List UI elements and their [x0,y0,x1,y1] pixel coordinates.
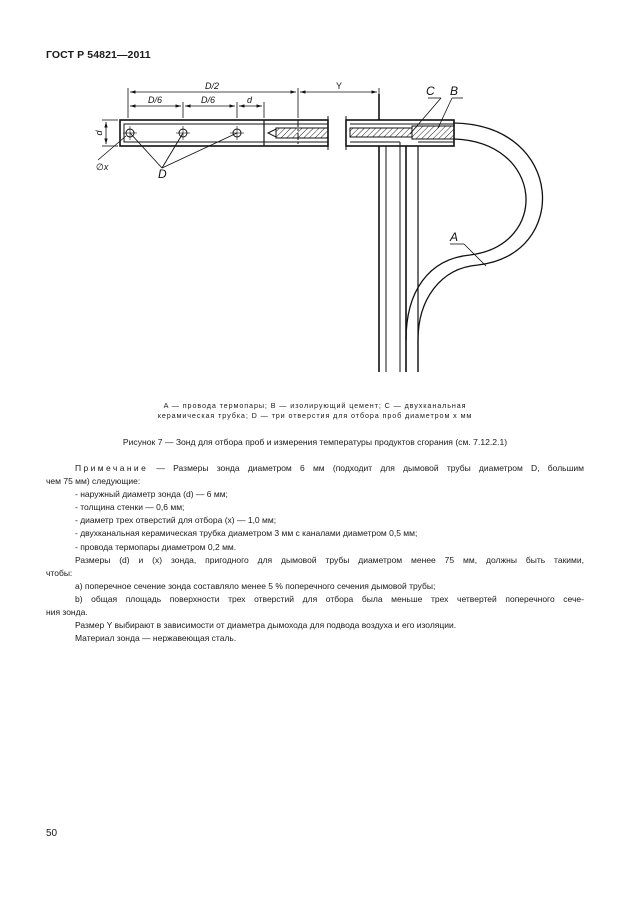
figure-legend-line-1: A — провода термопары; B — изолирующий цемент; C — двухканальная [163,401,467,410]
note-lead [46,462,584,475]
thermocouple-wire-inner [406,139,526,340]
dim-label-y: Y [336,81,343,91]
ceramic-tube-left [276,128,328,138]
dim-label-d-half: D/2 [205,81,220,91]
dim-label-hole-diameter: ∅x [96,162,109,172]
note-list-item: - двухканальная керамическая трубка диаметром 3 мм с каналами диаметром 0,5 мм; [75,528,418,539]
note-lead-continuation: чем 75 мм) следующие: [46,476,141,487]
note-block [46,462,584,645]
document-id-header: ГОСТ Р 54821—2011 [46,49,151,61]
condition-a: а) поперечное сечение зонда составляло менее 5 % поперечного сечения дымовой трубы; [75,580,436,591]
dim-label-d-small: d [247,95,253,105]
insulating-cement [412,126,454,139]
page-number: 50 [46,828,58,839]
note-lead-text: — Размеры зонда диаметром 6 мм (подходит для дымовой трубы диаметром D, большим [148,463,584,473]
condition-b-continuation: ния зонда. [46,607,88,618]
label-a: A [450,230,459,244]
sizes-paragraph-continuation: чтобы: [46,567,73,578]
probe-right-section [346,94,543,372]
label-d: D [158,167,167,181]
sizes-paragraph: Размеры (d) и (x) зонда, пригодного для дымовой трубы диаметром менее 75 мм, должны быть такими, [75,554,584,565]
thermocouple-wire-outer [418,123,543,372]
note-list-item: - диаметр трех отверстий для отбора (x) — 1,0 мм; [75,515,277,526]
ceramic-tube-right [350,128,412,137]
material-paragraph: Материал зонда — нержавеющая сталь. [75,633,237,644]
dim-label-d-sixth-2: D/6 [201,95,216,105]
label-c: C [426,84,435,98]
figure-caption: Рисунок 7 — Зонд для отбора проб и измерения температуры продуктов сгорания (см. 7.12.2.1) [122,437,508,447]
figure-legend-line-2: керамическая трубка; D — три отверстия для отбора проб диаметром x мм [157,411,473,420]
note-list-item: - толщина стенки — 0,6 мм; [75,502,185,513]
hole-leader-lines [130,133,237,168]
size-y-paragraph: Размер Y выбирают в зависимости от диаметра дымохода для подвода воздуха и его изоляции. [75,620,457,631]
note-list-item: - провода термопары диаметром 0,2 мм. [75,541,237,552]
probe-drawing [0,0,630,400]
condition-b: b) общая площадь поверхности трех отверстий для отбора была меньше трех четвертей поперечного сече- [75,593,584,604]
note-list-item: - наружный диаметр зонда (d) — 6 мм; [75,489,228,500]
label-b: B [450,84,459,98]
part-leader-lines [410,98,486,266]
dim-label-d-vertical: d [94,130,104,136]
note-label: Примечание [75,463,149,473]
dim-label-d-sixth-1: D/6 [148,95,163,105]
